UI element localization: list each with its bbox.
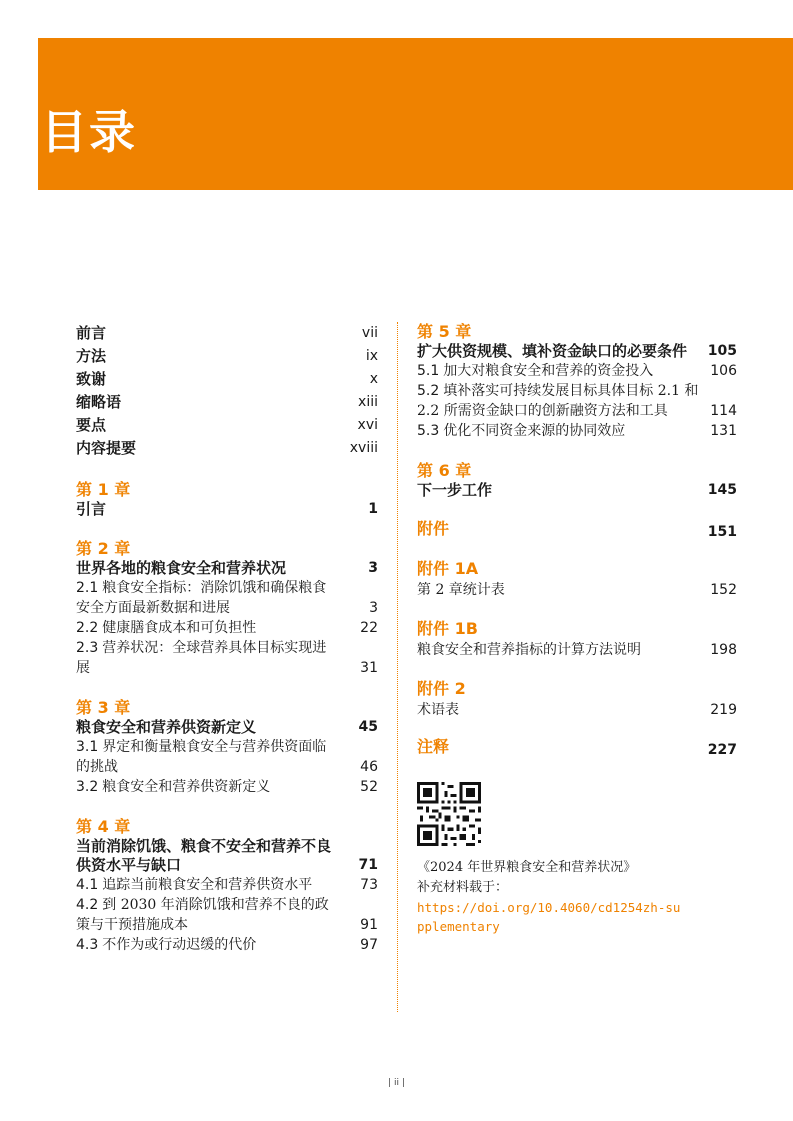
section-entry[interactable]: 2.3 营养状况：全球营养具体目标实现进展 31: [76, 640, 378, 676]
page-folio: | ii |: [388, 1078, 405, 1088]
chapter-title-entry[interactable]: 引言 1: [76, 500, 378, 518]
section-entry[interactable]: 5.3 优化不同资金来源的协同效应 131: [417, 423, 737, 439]
chapter-label: 第 3 章: [76, 698, 131, 717]
chapter-label: 第 4 章: [76, 817, 131, 836]
chapter-title-entry[interactable]: 扩大供资规模、填补资金缺口的必要条件 105: [417, 342, 737, 360]
annex-1a: [417, 558, 737, 600]
chapter-title-entry[interactable]: 世界各地的粮食安全和营养状况 3: [76, 559, 378, 577]
chapter-6: [417, 461, 737, 500]
toc-entry-methods[interactable]: 方法 ix: [76, 347, 378, 365]
toc-left-column: [76, 322, 378, 955]
chapter-title-entry[interactable]: 下一步工作 145: [417, 481, 737, 499]
section-entry[interactable]: 2.2 健康膳食成本和可负担性 22: [76, 620, 378, 636]
section-entry[interactable]: 3.2 粮食安全和营养供资新定义 52: [76, 779, 378, 795]
header-banner: [38, 38, 793, 190]
toc-entry-annexes[interactable]: 附件 151: [417, 519, 737, 540]
toc-entry-notes[interactable]: 注释 227: [417, 737, 737, 758]
section-entry[interactable]: 4.3 不作为或行动迟缓的代价 97: [76, 937, 378, 953]
chapter-label: 第 6 章: [417, 461, 472, 480]
section-entry[interactable]: 3.1 界定和衡量粮食安全与营养供资面临的挑战 46: [76, 739, 378, 775]
chapter-label: 第 2 章: [76, 539, 131, 558]
chapter-label: 第 1 章: [76, 480, 131, 499]
annex-entry[interactable]: 术语表 219: [417, 702, 737, 718]
chapter-3: [76, 698, 378, 797]
annex-entry[interactable]: 第 2 章统计表 152: [417, 582, 737, 598]
section-entry[interactable]: 2.1 粮食安全指标：消除饥饿和确保粮食安全方面最新数据和进展 3: [76, 580, 378, 616]
toc-entry-abbreviations[interactable]: 缩略语 xiii: [76, 393, 378, 411]
qr-code-icon[interactable]: [417, 782, 737, 846]
chapter-4: [76, 817, 378, 955]
annex-2: [417, 678, 737, 720]
annex-label: 附件 1B: [417, 619, 478, 638]
front-matter-list: [76, 322, 378, 460]
supplementary-note: 《2024 年世界粮食安全和营养状况》 补充材料载于：: [417, 860, 637, 895]
section-entry[interactable]: 5.1 加大对粮食安全和营养的资金投入 106: [417, 363, 737, 379]
toc-right-column: [397, 322, 737, 1012]
annex-1b: [417, 618, 737, 660]
toc-entry-preface[interactable]: 前言 vii: [76, 324, 378, 342]
chapter-2: [76, 539, 378, 678]
annex-label: 附件 1A: [417, 559, 479, 578]
section-entry[interactable]: 4.2 到 2030 年消除饥饿和营养不良的政策与干预措施成本 91: [76, 897, 378, 933]
page-title: 目录: [41, 105, 137, 159]
toc-entry-key-messages[interactable]: 要点 xvi: [76, 416, 378, 434]
toc-entry-summary[interactable]: 内容提要 xviii: [76, 439, 378, 457]
chapter-5: [417, 322, 737, 441]
annex-entry[interactable]: 粮食安全和营养指标的计算方法说明 198: [417, 642, 737, 658]
section-entry[interactable]: 4.1 追踪当前粮食安全和营养供资水平 73: [76, 877, 378, 893]
supplementary-link[interactable]: https://doi.org/10.4060/cd1254zh-supplementary: [417, 900, 681, 934]
chapter-title-entry[interactable]: 粮食安全和营养供资新定义 45: [76, 718, 378, 736]
section-entry[interactable]: 5.2 填补落实可持续发展目标具体目标 2.1 和 2.2 所需资金缺口的创新融资方法和工具 114: [417, 383, 737, 419]
chapter-label: 第 5 章: [417, 322, 472, 341]
annex-label: 附件 2: [417, 679, 466, 698]
chapter-title-entry[interactable]: 当前消除饥饿、粮食不安全和营养不良供资水平与缺口 71: [76, 837, 378, 874]
chapter-1: [76, 480, 378, 519]
toc-entry-acknowledgements[interactable]: 致谢 x: [76, 370, 378, 388]
